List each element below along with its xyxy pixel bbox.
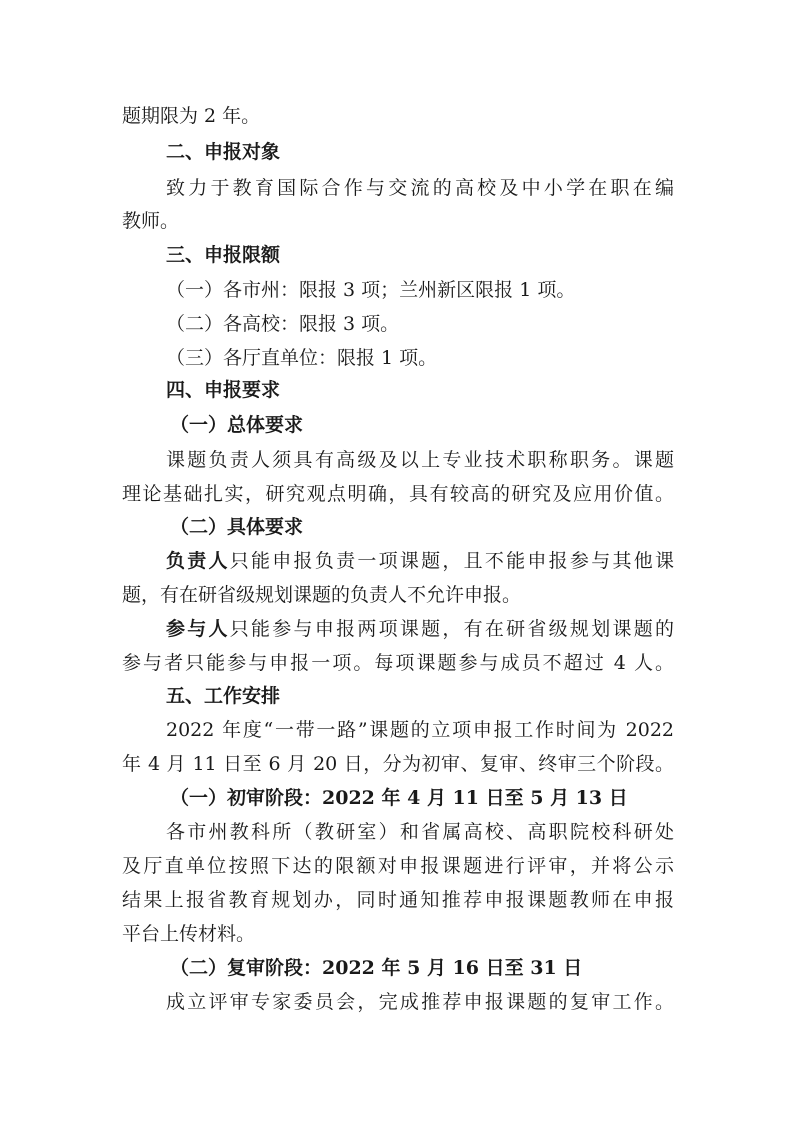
- subsection-heading-initial-review: （一）初审阶段：2022 年 4 月 11 日至 5 月 13 日: [170, 787, 628, 809]
- paragraph-line: 及厅直单位按照下达的限额对申报课题进行评审，并将公示: [122, 855, 674, 877]
- paragraph-text: 只能参与申报两项课题，有在研省级规划课题的: [229, 618, 674, 640]
- paragraph-line: 2022 年度“一带一路”课题的立项申报工作时间为 2022: [166, 719, 674, 741]
- subsection-heading-specific: （二）具体要求: [170, 516, 304, 538]
- section-heading-requirements: 四、申报要求: [166, 379, 281, 401]
- list-item: （三）各厅直单位：限报 1 项。: [166, 347, 438, 369]
- bold-term-participant: 参与人: [166, 618, 230, 640]
- paragraph-line: 题期限为 2 年。: [122, 105, 261, 127]
- list-item: （一）各市州：限报 3 项；兰州新区限报 1 项。: [166, 279, 576, 301]
- section-heading-quota: 三、申报限额: [166, 244, 281, 266]
- paragraph-text: 只能申报负责一项课题，且不能申报参与其他课: [229, 550, 674, 572]
- paragraph-line: 课题负责人须具有高级及以上专业技术职称职务。课题: [166, 449, 674, 471]
- paragraph-line: 成立评审专家委员会，完成推荐申报课题的复审工作。: [166, 991, 674, 1013]
- paragraph-line: 理论基础扎实，研究观点明确，具有较高的研究及应用价值。: [122, 483, 674, 505]
- paragraph-line: 各市州教科所（教研室）和省属高校、高职院校科研处: [166, 821, 674, 843]
- paragraph-line: 平台上传材料。: [122, 923, 256, 945]
- bold-term-leader: 负责人: [166, 550, 230, 572]
- subsection-heading-second-review: （二）复审阶段：2022 年 5 月 16 日至 31 日: [170, 957, 583, 979]
- paragraph-line: 结果上报省教育规划办，同时通知推荐申报课题教师在申报: [122, 889, 674, 911]
- paragraph-line: 参与者只能参与申报一项。每项课题参与成员不超过 4 人。: [122, 652, 674, 674]
- paragraph-line: 题，有在研省级规划课题的负责人不允许申报。: [122, 584, 522, 606]
- paragraph-line: [166, 617, 674, 641]
- paragraph-line: 致力于教育国际合作与交流的高校及中小学在职在编: [166, 177, 674, 199]
- list-item: （二）各高校：限报 3 项。: [166, 313, 400, 335]
- paragraph-line: [166, 549, 674, 573]
- subsection-heading-general: （一）总体要求: [170, 414, 304, 436]
- section-heading-target: 二、申报对象: [166, 141, 281, 163]
- paragraph-line: 年 4 月 11 日至 6 月 20 日，分为初审、复审、终审三个阶段。: [122, 753, 674, 775]
- paragraph-line: 教师。: [122, 210, 180, 232]
- section-heading-schedule: 五、工作安排: [166, 685, 281, 707]
